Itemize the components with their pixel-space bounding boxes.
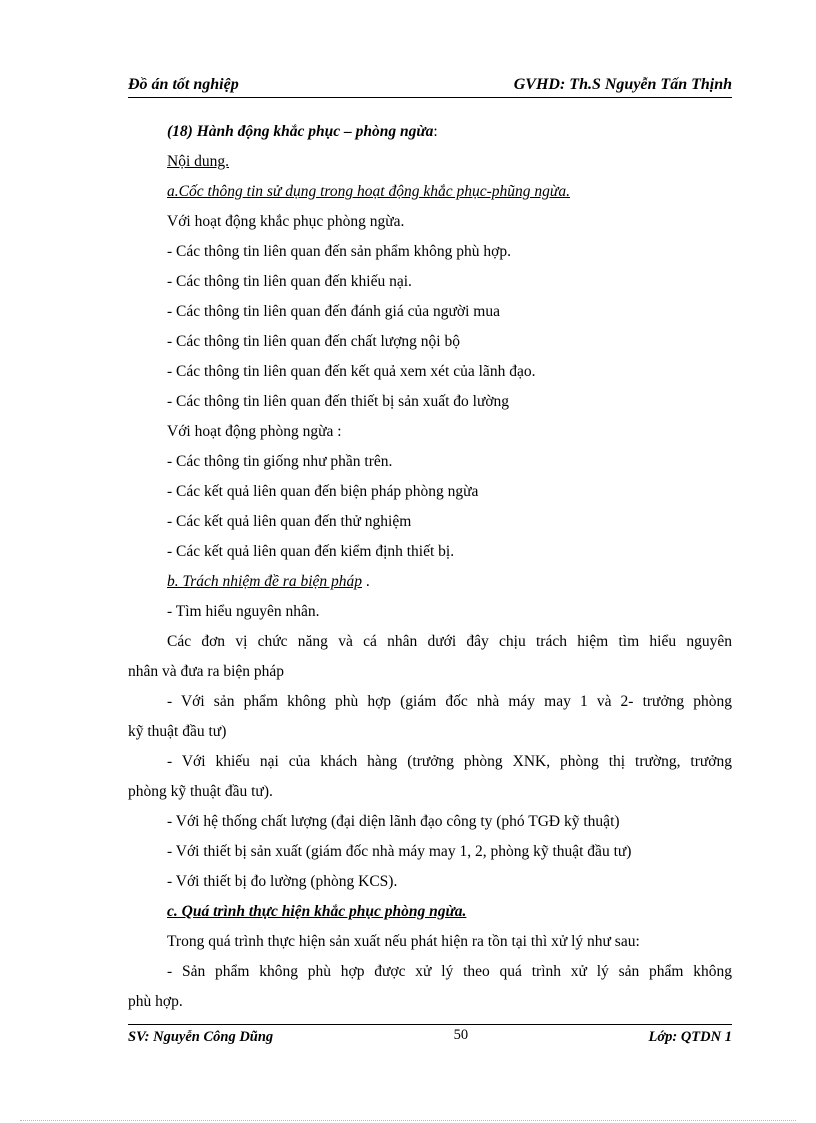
paragraph: Với hoạt động phòng ngừa : xyxy=(167,423,342,440)
paragraph: Trong quá trình thực hiện sản xuất nếu phát hiện ra tồn tại thì xử lý như sau: xyxy=(167,933,640,950)
page-number: 50 xyxy=(453,1027,469,1043)
subsection-c-heading: c. Quá trình thực hiện khắc phục phòng ngừa. xyxy=(167,903,467,920)
list-item: - Các thông tin liên quan đến chất lượng nội bộ xyxy=(167,333,460,350)
content-heading: Nội dung. xyxy=(167,153,229,170)
list-item: - Với thiết bị đo lường (phòng KCS). xyxy=(167,873,398,890)
list-item: - Các kết quả liên quan đến biện pháp phòng ngừa xyxy=(167,483,479,500)
footer-student: SV: Nguyễn Công Dũng xyxy=(128,1029,274,1045)
section-title: (18) Hành động khắc phục – phòng ngừa: xyxy=(167,123,438,140)
list-item: - Các thông tin liên quan đến sản phẩm không phù hợp. xyxy=(167,243,511,260)
list-item: - Tìm hiểu nguyên nhân. xyxy=(167,603,320,620)
paragraph-line: Các đơn vị chức năng và cá nhân dưới đây chịu trách hiệm tìm hiểu nguyên xyxy=(167,633,732,650)
list-item: - Các kết quả liên quan đến thử nghiệm xyxy=(167,513,412,530)
footer-class: Lớp: QTDN 1 xyxy=(648,1029,732,1045)
page-content xyxy=(128,117,732,1017)
page-footer xyxy=(128,1024,732,1046)
list-item-cont: phù hợp. xyxy=(128,993,183,1010)
list-item: - Với sản phẩm không phù hợp (giám đốc nhà máy may 1 và 2- trưởng phòng xyxy=(167,693,732,710)
header-title: Đồ án tốt nghiệp xyxy=(128,76,239,93)
header-advisor: GVHD: Th.S Nguyễn Tấn Thịnh xyxy=(513,76,732,93)
list-item: - Các thông tin liên quan đến kết quả xem xét của lãnh đạo. xyxy=(167,363,536,380)
paragraph-line: nhân và đưa ra biện pháp xyxy=(128,663,285,680)
list-item: - Với khiếu nại của khách hàng (trưởng phòng XNK, phòng thị trường, trưởng xyxy=(167,753,732,770)
list-item: - Các thông tin giống như phần trên. xyxy=(167,453,393,470)
list-item: - Các kết quả liên quan đến kiểm định thiết bị. xyxy=(167,543,455,560)
list-item: - Sản phẩm không phù hợp được xử lý theo quá trình xử lý sản phẩm không xyxy=(167,963,732,980)
list-item: - Với hệ thống chất lượng (đại diện lãnh đạo công ty (phó TGĐ kỹ thuật) xyxy=(167,813,620,830)
list-item: - Với thiết bị sản xuất (giám đốc nhà máy may 1, 2, phòng kỹ thuật đầu tư) xyxy=(167,843,632,860)
list-item: - Các thông tin liên quan đến khiếu nại. xyxy=(167,273,412,290)
page-bottom-divider xyxy=(20,1120,796,1121)
subsection-b-heading: b. Trách nhiệm đề ra biện pháp . xyxy=(167,573,370,590)
list-item-cont: phòng kỹ thuật đầu tư). xyxy=(128,783,273,800)
paragraph: Với hoạt động khắc phục phòng ngừa. xyxy=(167,213,405,230)
list-item: - Các thông tin liên quan đến đánh giá của người mua xyxy=(167,303,500,320)
list-item: - Các thông tin liên quan đến thiết bị sản xuất đo lường xyxy=(167,393,510,410)
list-item-cont: kỹ thuật đầu tư) xyxy=(128,723,227,740)
page-header xyxy=(128,76,732,98)
subsection-a-heading: a.Cốc thông tin sử dụng trong hoạt động khắc phục-phũng ngừa. xyxy=(167,183,570,200)
